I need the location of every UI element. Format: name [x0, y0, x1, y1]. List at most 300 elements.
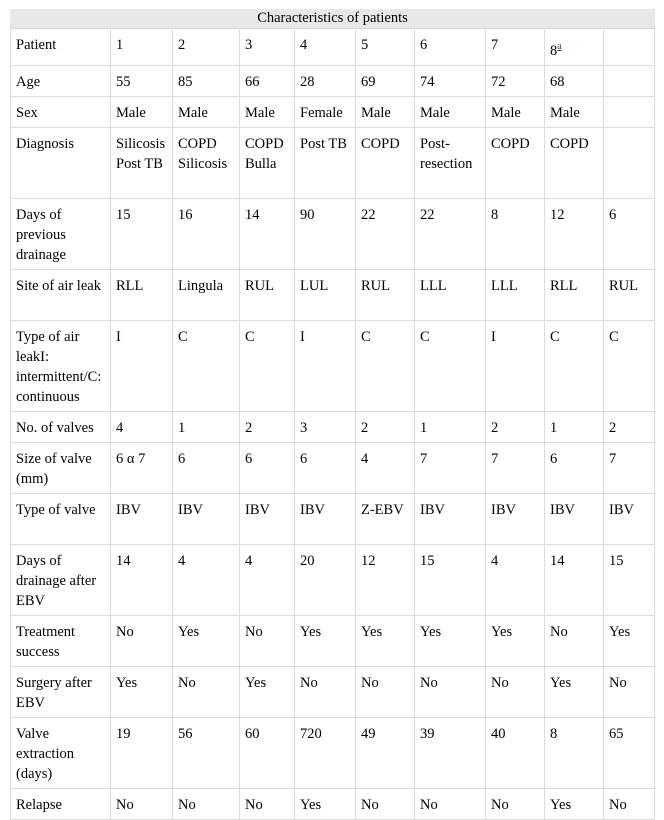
row-label: Type of valve	[11, 493, 111, 544]
table-cell	[356, 717, 415, 788]
table-cell	[415, 493, 486, 544]
cell-value: 4	[300, 37, 308, 53]
table-cell	[356, 788, 415, 819]
row-label: Diagnosis	[11, 127, 111, 198]
cell-value: 3	[245, 37, 253, 53]
table-cell	[240, 544, 295, 615]
table-caption: Characteristics of patients	[10, 9, 655, 29]
cell-value: 6	[550, 450, 558, 467]
table-cell	[415, 442, 486, 493]
cell-value: Male	[420, 104, 450, 121]
table-cell	[173, 269, 240, 320]
cell-value: 4	[361, 450, 369, 467]
table-cell	[111, 717, 173, 788]
table-cell	[604, 29, 655, 65]
table-cell	[545, 544, 604, 615]
table-cell	[604, 96, 655, 127]
table-cell	[173, 29, 240, 65]
patients-table	[10, 9, 655, 820]
table-cell	[240, 493, 295, 544]
table-cell	[356, 493, 415, 544]
cell-value: LLL	[420, 277, 447, 294]
cell-value: Male	[178, 104, 208, 121]
table-cell	[545, 666, 604, 717]
cell-value: 6	[420, 37, 428, 53]
cell-value: No	[361, 796, 379, 813]
table-cell	[604, 127, 655, 198]
cell-value: Post TB	[300, 135, 347, 152]
cell-value: I	[116, 328, 121, 345]
cell-value: Lingula	[178, 277, 224, 294]
table-cell	[356, 666, 415, 717]
table-cell	[415, 65, 486, 96]
table-cell	[604, 493, 655, 544]
cell-value: 1	[550, 419, 558, 436]
table-cell	[295, 666, 356, 717]
cell-value: C	[420, 328, 430, 345]
cell-value: COPD	[361, 135, 400, 152]
cell-value: C	[609, 328, 619, 345]
table-cell	[415, 717, 486, 788]
table-cell	[173, 717, 240, 788]
table-cell	[295, 65, 356, 96]
cell-value: No	[609, 796, 627, 813]
table-cell	[604, 320, 655, 411]
table-cell	[415, 29, 486, 65]
table-cell	[356, 65, 415, 96]
table-cell	[415, 615, 486, 666]
table-row	[11, 544, 655, 615]
cell-value: COPD Bulla	[245, 135, 284, 172]
table-cell	[486, 615, 545, 666]
cell-value: 60	[245, 725, 260, 742]
cell-value: 7	[609, 450, 617, 467]
cell-value: 5	[361, 37, 369, 53]
table-cell	[415, 127, 486, 198]
cell-value: 15	[116, 206, 131, 223]
table-cell	[486, 96, 545, 127]
patients-table-container	[10, 9, 654, 820]
cell-value: 8	[550, 725, 558, 742]
cell-value: IBV	[116, 501, 141, 518]
table-cell	[295, 198, 356, 269]
cell-value: 2	[491, 419, 499, 436]
cell-value: C	[550, 328, 560, 345]
table-cell	[415, 666, 486, 717]
cell-value: 28	[300, 73, 315, 90]
table-cell	[111, 198, 173, 269]
table-cell	[173, 442, 240, 493]
table-cell	[295, 269, 356, 320]
cell-value: 40	[491, 725, 506, 742]
cell-value: Male	[491, 104, 521, 121]
cell-value: 22	[361, 206, 376, 223]
table-cell	[111, 127, 173, 198]
cell-value: 6 α 7	[116, 450, 146, 467]
table-cell	[173, 493, 240, 544]
table-cell	[545, 269, 604, 320]
cell-value: IBV	[550, 501, 575, 518]
table-cell	[486, 65, 545, 96]
cell-value: 6	[245, 450, 253, 467]
cell-value: IBV	[300, 501, 325, 518]
table-cell	[173, 666, 240, 717]
cell-value: Male	[550, 104, 580, 121]
cell-value: Yes	[245, 674, 267, 691]
row-label: Sex	[11, 96, 111, 127]
cell-value: 8	[491, 206, 499, 223]
table-cell	[486, 127, 545, 198]
table-cell	[545, 615, 604, 666]
cell-value: RUL	[609, 277, 638, 294]
row-label: Relapse	[11, 788, 111, 819]
table-cell	[415, 96, 486, 127]
cell-value: 68	[550, 73, 565, 90]
cell-value: LLL	[491, 277, 518, 294]
table-body	[11, 29, 655, 819]
cell-value: 3	[300, 419, 308, 436]
cell-value: Z-EBV	[361, 501, 404, 518]
table-cell	[604, 666, 655, 717]
cell-value: COPD	[550, 135, 589, 152]
row-label: Days of drainage after EBV	[11, 544, 111, 615]
table-cell	[415, 788, 486, 819]
table-cell	[356, 320, 415, 411]
table-cell	[173, 544, 240, 615]
footnote-link[interactable]: a	[557, 41, 562, 52]
table-cell	[240, 666, 295, 717]
cell-value: No	[420, 796, 438, 813]
table-cell	[356, 411, 415, 442]
table-row	[11, 269, 655, 320]
cell-value: RUL	[245, 277, 274, 294]
cell-value: 8	[550, 42, 558, 59]
table-cell	[240, 96, 295, 127]
table-cell	[240, 65, 295, 96]
cell-value: 1	[116, 37, 124, 53]
cell-value: COPD Silicosis	[178, 135, 228, 172]
table-cell	[173, 65, 240, 96]
table-cell	[111, 96, 173, 127]
cell-value: 66	[245, 73, 260, 90]
cell-value: Yes	[361, 623, 383, 640]
cell-value: Yes	[178, 623, 200, 640]
table-cell	[111, 320, 173, 411]
cell-value: Yes	[550, 796, 572, 813]
row-label: Site of air leak	[11, 269, 111, 320]
table-cell	[111, 269, 173, 320]
cell-value: I	[300, 328, 305, 345]
table-cell	[545, 320, 604, 411]
table-cell	[545, 411, 604, 442]
cell-value: 56	[178, 725, 193, 742]
cell-value: I	[491, 328, 496, 345]
table-cell	[240, 717, 295, 788]
table-cell	[415, 320, 486, 411]
cell-value: No	[300, 674, 318, 691]
table-cell	[415, 198, 486, 269]
table-cell	[173, 320, 240, 411]
table-cell	[356, 198, 415, 269]
table-cell	[173, 96, 240, 127]
table-cell	[604, 65, 655, 96]
cell-value: 55	[116, 73, 131, 90]
table-cell	[545, 127, 604, 198]
table-cell	[545, 717, 604, 788]
table-cell	[486, 544, 545, 615]
table-row	[11, 442, 655, 493]
table-cell	[545, 198, 604, 269]
cell-value: LUL	[300, 277, 329, 294]
row-label: Patient	[11, 29, 111, 65]
cell-value: 19	[116, 725, 131, 742]
cell-value: RLL	[550, 277, 578, 294]
cell-value: Male	[245, 104, 275, 121]
cell-value: No	[245, 623, 263, 640]
cell-value: No	[116, 796, 134, 813]
table-row	[11, 320, 655, 411]
cell-value: IBV	[178, 501, 203, 518]
cell-value: No	[116, 623, 134, 640]
cell-value: 72	[491, 73, 506, 90]
table-cell	[111, 411, 173, 442]
table-cell	[356, 29, 415, 65]
cell-value: Yes	[491, 623, 513, 640]
cell-value: Male	[116, 104, 146, 121]
cell-value: 15	[609, 552, 624, 569]
cell-value: Yes	[300, 796, 322, 813]
table-row	[11, 198, 655, 269]
cell-value: 4	[491, 552, 499, 569]
cell-value: COPD	[491, 135, 530, 152]
table-cell	[240, 615, 295, 666]
table-cell	[545, 29, 604, 65]
table-cell	[486, 198, 545, 269]
table-cell	[111, 65, 173, 96]
cell-value: No	[420, 674, 438, 691]
cell-value: IBV	[245, 501, 270, 518]
table-cell	[240, 198, 295, 269]
table-cell	[604, 198, 655, 269]
cell-value: 6	[178, 450, 186, 467]
table-cell	[240, 788, 295, 819]
table-cell	[604, 615, 655, 666]
table-cell	[111, 29, 173, 65]
table-row	[11, 493, 655, 544]
table-row	[11, 666, 655, 717]
row-label: Valve extraction (days)	[11, 717, 111, 788]
table-cell	[295, 442, 356, 493]
table-cell	[604, 411, 655, 442]
cell-value: 4	[245, 552, 253, 569]
cell-value: 4	[178, 552, 186, 569]
cell-value: Silicosis Post TB	[116, 135, 166, 172]
cell-value: 4	[116, 419, 124, 436]
cell-value: No	[361, 674, 379, 691]
cell-value: 6	[300, 450, 308, 467]
table-cell	[240, 442, 295, 493]
cell-value: RUL	[361, 277, 390, 294]
cell-value: C	[245, 328, 255, 345]
cell-value: 20	[300, 552, 315, 569]
table-cell	[486, 269, 545, 320]
table-cell	[295, 788, 356, 819]
cell-value: 1	[420, 419, 428, 436]
cell-value: 12	[361, 552, 376, 569]
cell-value: 65	[609, 725, 624, 742]
table-cell	[545, 442, 604, 493]
table-cell	[415, 411, 486, 442]
table-cell	[486, 666, 545, 717]
table-cell	[240, 29, 295, 65]
table-row	[11, 29, 655, 65]
table-cell	[173, 127, 240, 198]
cell-value: 7	[491, 37, 499, 53]
cell-value: No	[178, 674, 196, 691]
cell-value: Female	[300, 104, 343, 121]
cell-value: 90	[300, 206, 315, 223]
table-cell	[173, 615, 240, 666]
cell-value: Post-resection	[420, 135, 473, 172]
cell-value: 39	[420, 725, 435, 742]
table-row	[11, 96, 655, 127]
row-label: Treatment success	[11, 615, 111, 666]
table-cell	[240, 320, 295, 411]
cell-value: 12	[550, 206, 565, 223]
cell-value: 49	[361, 725, 376, 742]
table-cell	[111, 615, 173, 666]
table-cell	[356, 269, 415, 320]
cell-value: 2	[178, 37, 186, 53]
table-cell	[111, 666, 173, 717]
cell-value: 720	[300, 725, 322, 742]
table-cell	[295, 96, 356, 127]
row-label: Surgery after EBV	[11, 666, 111, 717]
table-cell	[486, 493, 545, 544]
table-cell	[545, 493, 604, 544]
table-cell	[604, 269, 655, 320]
table-cell	[604, 442, 655, 493]
cell-value: C	[178, 328, 188, 345]
cell-value: 2	[245, 419, 253, 436]
table-cell	[356, 442, 415, 493]
cell-value: 16	[178, 206, 193, 223]
table-cell	[415, 269, 486, 320]
cell-value: No	[491, 674, 509, 691]
table-cell	[111, 544, 173, 615]
row-label: Size of valve (mm)	[11, 442, 111, 493]
cell-value: 7	[420, 450, 428, 467]
cell-value: 2	[361, 419, 369, 436]
row-label: Days of previous drainage	[11, 198, 111, 269]
cell-value: IBV	[609, 501, 634, 518]
cell-value: No	[245, 796, 263, 813]
table-cell	[240, 269, 295, 320]
table-cell	[356, 615, 415, 666]
table-cell	[295, 29, 356, 65]
table-cell	[356, 96, 415, 127]
table-cell	[356, 127, 415, 198]
table-cell	[545, 788, 604, 819]
table-cell	[295, 615, 356, 666]
row-label: No. of valves	[11, 411, 111, 442]
table-cell	[111, 788, 173, 819]
table-cell	[111, 442, 173, 493]
cell-value: IBV	[420, 501, 445, 518]
cell-value: Yes	[300, 623, 322, 640]
table-cell	[173, 411, 240, 442]
cell-value: C	[361, 328, 371, 345]
table-row	[11, 411, 655, 442]
row-label: Type of air leakI: intermittent/C: continuous	[11, 320, 111, 411]
cell-value: No	[178, 796, 196, 813]
table-row	[11, 615, 655, 666]
cell-value: 69	[361, 73, 376, 90]
cell-value: 7	[491, 450, 499, 467]
cell-value: 22	[420, 206, 435, 223]
table-cell	[111, 493, 173, 544]
table-cell	[486, 788, 545, 819]
table-cell	[545, 96, 604, 127]
cell-value: No	[550, 623, 568, 640]
cell-value: Yes	[550, 674, 572, 691]
cell-value: No	[491, 796, 509, 813]
table-cell	[173, 788, 240, 819]
table-row	[11, 127, 655, 198]
table-cell	[604, 788, 655, 819]
cell-value: 15	[420, 552, 435, 569]
table-row	[11, 788, 655, 819]
table-row	[11, 717, 655, 788]
cell-value: Yes	[420, 623, 442, 640]
cell-value: 14	[245, 206, 260, 223]
table-cell	[295, 411, 356, 442]
table-cell	[356, 544, 415, 615]
table-cell	[486, 411, 545, 442]
row-label: Age	[11, 65, 111, 96]
table-cell	[486, 320, 545, 411]
cell-value: No	[609, 674, 627, 691]
cell-value: IBV	[491, 501, 516, 518]
table-cell	[295, 544, 356, 615]
table-cell	[295, 493, 356, 544]
cell-value: 14	[116, 552, 131, 569]
cell-value: 6	[609, 206, 617, 223]
table-cell	[415, 544, 486, 615]
cell-value: Male	[361, 104, 391, 121]
table-cell	[486, 442, 545, 493]
table-cell	[240, 127, 295, 198]
cell-value: Yes	[116, 674, 138, 691]
table-row	[11, 65, 655, 96]
cell-value: 85	[178, 73, 193, 90]
cell-value: 2	[609, 419, 617, 436]
table-cell	[604, 717, 655, 788]
table-cell	[545, 65, 604, 96]
table-cell	[173, 198, 240, 269]
table-cell	[486, 29, 545, 65]
cell-value: RLL	[116, 277, 144, 294]
cell-value: 74	[420, 73, 435, 90]
table-cell	[295, 127, 356, 198]
table-cell	[486, 717, 545, 788]
table-cell	[240, 411, 295, 442]
table-cell	[604, 544, 655, 615]
table-cell	[295, 320, 356, 411]
cell-value: 14	[550, 552, 565, 569]
cell-value: 1	[178, 419, 186, 436]
table-cell	[295, 717, 356, 788]
